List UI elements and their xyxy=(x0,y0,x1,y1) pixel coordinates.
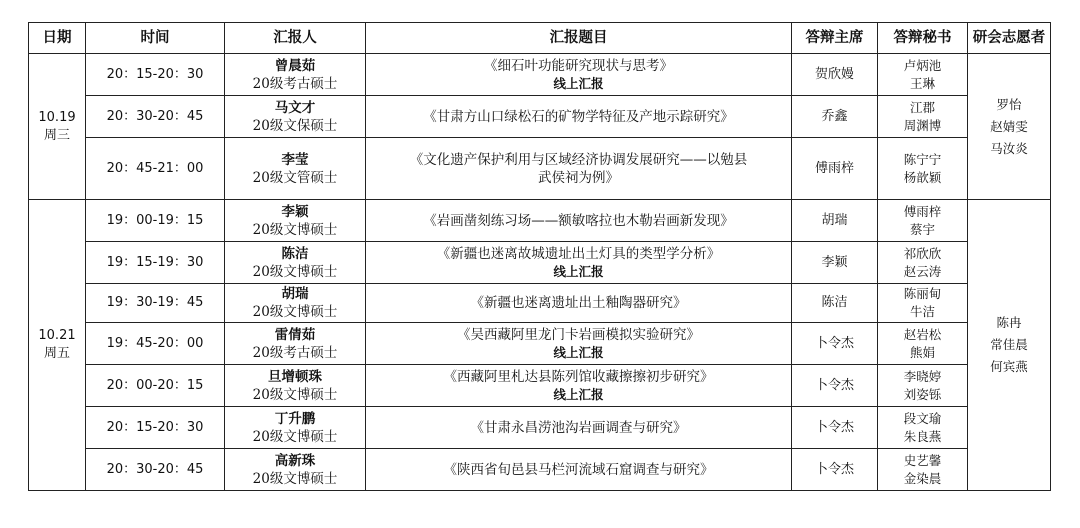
chair-cell: 乔鑫 xyxy=(792,96,878,138)
reporter-name: 高新珠 xyxy=(274,452,316,469)
secretary-cell xyxy=(878,138,968,200)
secretary-name: 祁欣欣 xyxy=(903,245,942,261)
time-cell: 20：30-20：45 xyxy=(86,96,225,138)
reporter-major: 20级文保硕士 xyxy=(252,117,338,134)
secretary-name: 王琳 xyxy=(909,75,935,91)
topic-line: 《西藏阿里札达县陈列馆收藏擦擦初步研究》 xyxy=(443,368,714,385)
time-cell: 19：30-19：45 xyxy=(86,284,225,323)
table-row xyxy=(29,138,1051,200)
header-secretary: 答辩秘书 xyxy=(878,23,968,54)
header-topic: 汇报题目 xyxy=(366,23,792,54)
chair-cell: 卜令杰 xyxy=(792,407,878,449)
reporter-name: 曾晨茹 xyxy=(274,57,316,74)
table-row xyxy=(29,449,1051,491)
reporter-cell xyxy=(225,54,366,96)
table-row xyxy=(29,407,1051,449)
secretary-name: 杨歆颖 xyxy=(903,169,942,185)
topic-line: 《吴西藏阿里龙门卡岩画模拟实验研究》 xyxy=(457,326,700,343)
topic-cell xyxy=(366,284,792,323)
reporter-major: 20级考古硕士 xyxy=(252,75,338,92)
table-row xyxy=(29,284,1051,323)
secretary-cell xyxy=(878,323,968,365)
chair-cell: 贺欣嫚 xyxy=(792,54,878,96)
secretary-cell xyxy=(878,449,968,491)
secretary-name: 傅雨梓 xyxy=(903,203,942,219)
secretary-name: 史艺馨 xyxy=(903,452,942,468)
time-cell: 19：45-20：00 xyxy=(86,323,225,365)
volunteer-name: 何宾燕 xyxy=(990,359,1028,374)
date-cell xyxy=(29,200,86,491)
reporter-cell xyxy=(225,449,366,491)
reporter-major: 20级文博硕士 xyxy=(252,386,338,403)
schedule-body xyxy=(29,54,1051,491)
time-cell: 19：15-19：30 xyxy=(86,242,225,284)
reporter-major: 20级文博硕士 xyxy=(252,304,338,320)
reporter-name: 马文才 xyxy=(274,99,316,116)
time-cell: 20：30-20：45 xyxy=(86,449,225,491)
table-row xyxy=(29,365,1051,407)
secretary-name: 刘姿铄 xyxy=(903,386,942,402)
secretary-name: 陈宁宁 xyxy=(903,151,942,167)
chair-cell: 卜令杰 xyxy=(792,449,878,491)
reporter-name: 李颖 xyxy=(281,203,309,220)
volunteer-name: 陈冉 xyxy=(996,315,1022,330)
online-report-label: 线上汇报 xyxy=(553,263,604,279)
topic-cell xyxy=(366,365,792,407)
table-row xyxy=(29,200,1051,242)
weekday-value: 周五 xyxy=(43,346,70,361)
header-chair: 答辩主席 xyxy=(792,23,878,54)
volunteer-name: 赵婧雯 xyxy=(990,118,1028,134)
topic-line: 《新疆也迷离故城遗址出土灯具的类型学分析》 xyxy=(436,245,721,262)
topic-cell xyxy=(366,138,792,200)
reporter-name: 李莹 xyxy=(281,151,309,168)
topic-cell xyxy=(366,449,792,491)
secretary-cell xyxy=(878,242,968,284)
time-cell: 20：00-20：15 xyxy=(86,365,225,407)
secretary-name: 金染晨 xyxy=(903,470,942,486)
volunteer-name: 罗怡 xyxy=(996,96,1022,112)
reporter-cell xyxy=(225,323,366,365)
reporter-cell xyxy=(225,200,366,242)
topic-cell xyxy=(366,407,792,449)
chair-cell: 傅雨梓 xyxy=(792,138,878,200)
header-reporter: 汇报人 xyxy=(225,23,366,54)
reporter-cell xyxy=(225,138,366,200)
secretary-cell xyxy=(878,284,968,323)
chair-cell: 卜令杰 xyxy=(792,365,878,407)
table-row xyxy=(29,96,1051,138)
reporter-major: 20级文博硕士 xyxy=(252,263,338,280)
date-value: 10.21 xyxy=(38,328,76,343)
reporter-major: 20级文博硕士 xyxy=(252,470,338,487)
reporter-name: 丁升鹏 xyxy=(274,410,316,427)
reporter-major: 20级文博硕士 xyxy=(252,428,338,445)
secretary-cell xyxy=(878,407,968,449)
reporter-cell xyxy=(225,284,366,323)
time-cell: 20：45-21：00 xyxy=(86,138,225,200)
secretary-name: 赵云涛 xyxy=(903,263,942,279)
time-cell: 20：15-20：30 xyxy=(86,54,225,96)
topic-cell xyxy=(366,54,792,96)
reporter-name: 雷倩茹 xyxy=(274,326,316,343)
reporter-cell xyxy=(225,407,366,449)
chair-cell: 陈洁 xyxy=(792,284,878,323)
reporter-major: 20级考古硕士 xyxy=(252,344,338,361)
online-report-label: 线上汇报 xyxy=(553,344,604,360)
reporter-name: 胡瑞 xyxy=(281,286,309,302)
header-time: 时间 xyxy=(86,23,225,54)
topic-line: 《岩画凿刻练习场——额敏喀拉也木勒岩画新发现》 xyxy=(423,212,734,229)
volunteer-name: 常佳晨 xyxy=(990,337,1028,352)
topic-line: 《新疆也迷离遗址出土釉陶器研究》 xyxy=(470,295,687,311)
topic-line: 武侯祠为例》 xyxy=(538,169,619,186)
weekday-value: 周三 xyxy=(43,127,70,143)
secretary-name: 熊娟 xyxy=(909,344,935,360)
volunteer-cell xyxy=(968,200,1051,491)
secretary-name: 蔡宇 xyxy=(909,221,935,237)
online-report-label: 线上汇报 xyxy=(553,386,604,402)
table-row xyxy=(29,323,1051,365)
topic-cell xyxy=(366,323,792,365)
secretary-name: 周渊博 xyxy=(903,117,942,133)
table-row xyxy=(29,242,1051,284)
secretary-name: 江郡 xyxy=(909,99,935,115)
chair-cell: 李颖 xyxy=(792,242,878,284)
reporter-cell xyxy=(225,242,366,284)
topic-line: 《甘肃方山口绿松石的矿物学特征及产地示踪研究》 xyxy=(423,108,734,125)
reporter-cell xyxy=(225,96,366,138)
topic-cell xyxy=(366,242,792,284)
table-row xyxy=(29,54,1051,96)
online-report-label: 线上汇报 xyxy=(553,75,604,91)
topic-line: 《文化遗产保护利用与区域经济协调发展研究——以勉县 xyxy=(409,151,748,168)
volunteer-cell xyxy=(968,54,1051,200)
secretary-name: 朱良燕 xyxy=(903,428,942,444)
header-row xyxy=(29,23,1051,54)
reporter-name: 旦增顿珠 xyxy=(268,368,322,385)
topic-line: 《细石叶功能研究现状与思考》 xyxy=(484,57,673,74)
secretary-cell xyxy=(878,200,968,242)
reporter-major: 20级文博硕士 xyxy=(252,221,338,238)
topic-line: 《甘肃永昌涝池沟岩画调查与研究》 xyxy=(470,419,687,436)
topic-cell xyxy=(366,200,792,242)
secretary-cell xyxy=(878,96,968,138)
topic-line: 《陕西省旬邑县马栏河流域石窟调查与研究》 xyxy=(443,461,714,478)
header-date: 日期 xyxy=(29,23,86,54)
reporter-name: 陈洁 xyxy=(281,245,309,262)
topic-cell xyxy=(366,96,792,138)
volunteer-name: 马汝炎 xyxy=(990,140,1028,156)
date-cell xyxy=(29,54,86,200)
secretary-name: 李晓婷 xyxy=(903,368,942,384)
date-value: 10.19 xyxy=(38,109,76,125)
chair-cell: 胡瑞 xyxy=(792,200,878,242)
secretary-name: 卢炳池 xyxy=(903,57,942,73)
reporter-major: 20级文管硕士 xyxy=(252,169,338,186)
chair-cell: 卜令杰 xyxy=(792,323,878,365)
reporter-cell xyxy=(225,365,366,407)
secretary-name: 陈丽甸 xyxy=(903,286,942,301)
time-cell: 20：15-20：30 xyxy=(86,407,225,449)
secretary-cell xyxy=(878,365,968,407)
secretary-cell xyxy=(878,54,968,96)
secretary-name: 段文瑜 xyxy=(903,410,942,426)
header-volunteer: 研会志愿者 xyxy=(968,23,1051,54)
schedule-table xyxy=(28,22,1051,491)
secretary-name: 赵岩松 xyxy=(903,326,942,342)
secretary-name: 牛洁 xyxy=(909,304,935,319)
time-cell: 19：00-19：15 xyxy=(86,200,225,242)
